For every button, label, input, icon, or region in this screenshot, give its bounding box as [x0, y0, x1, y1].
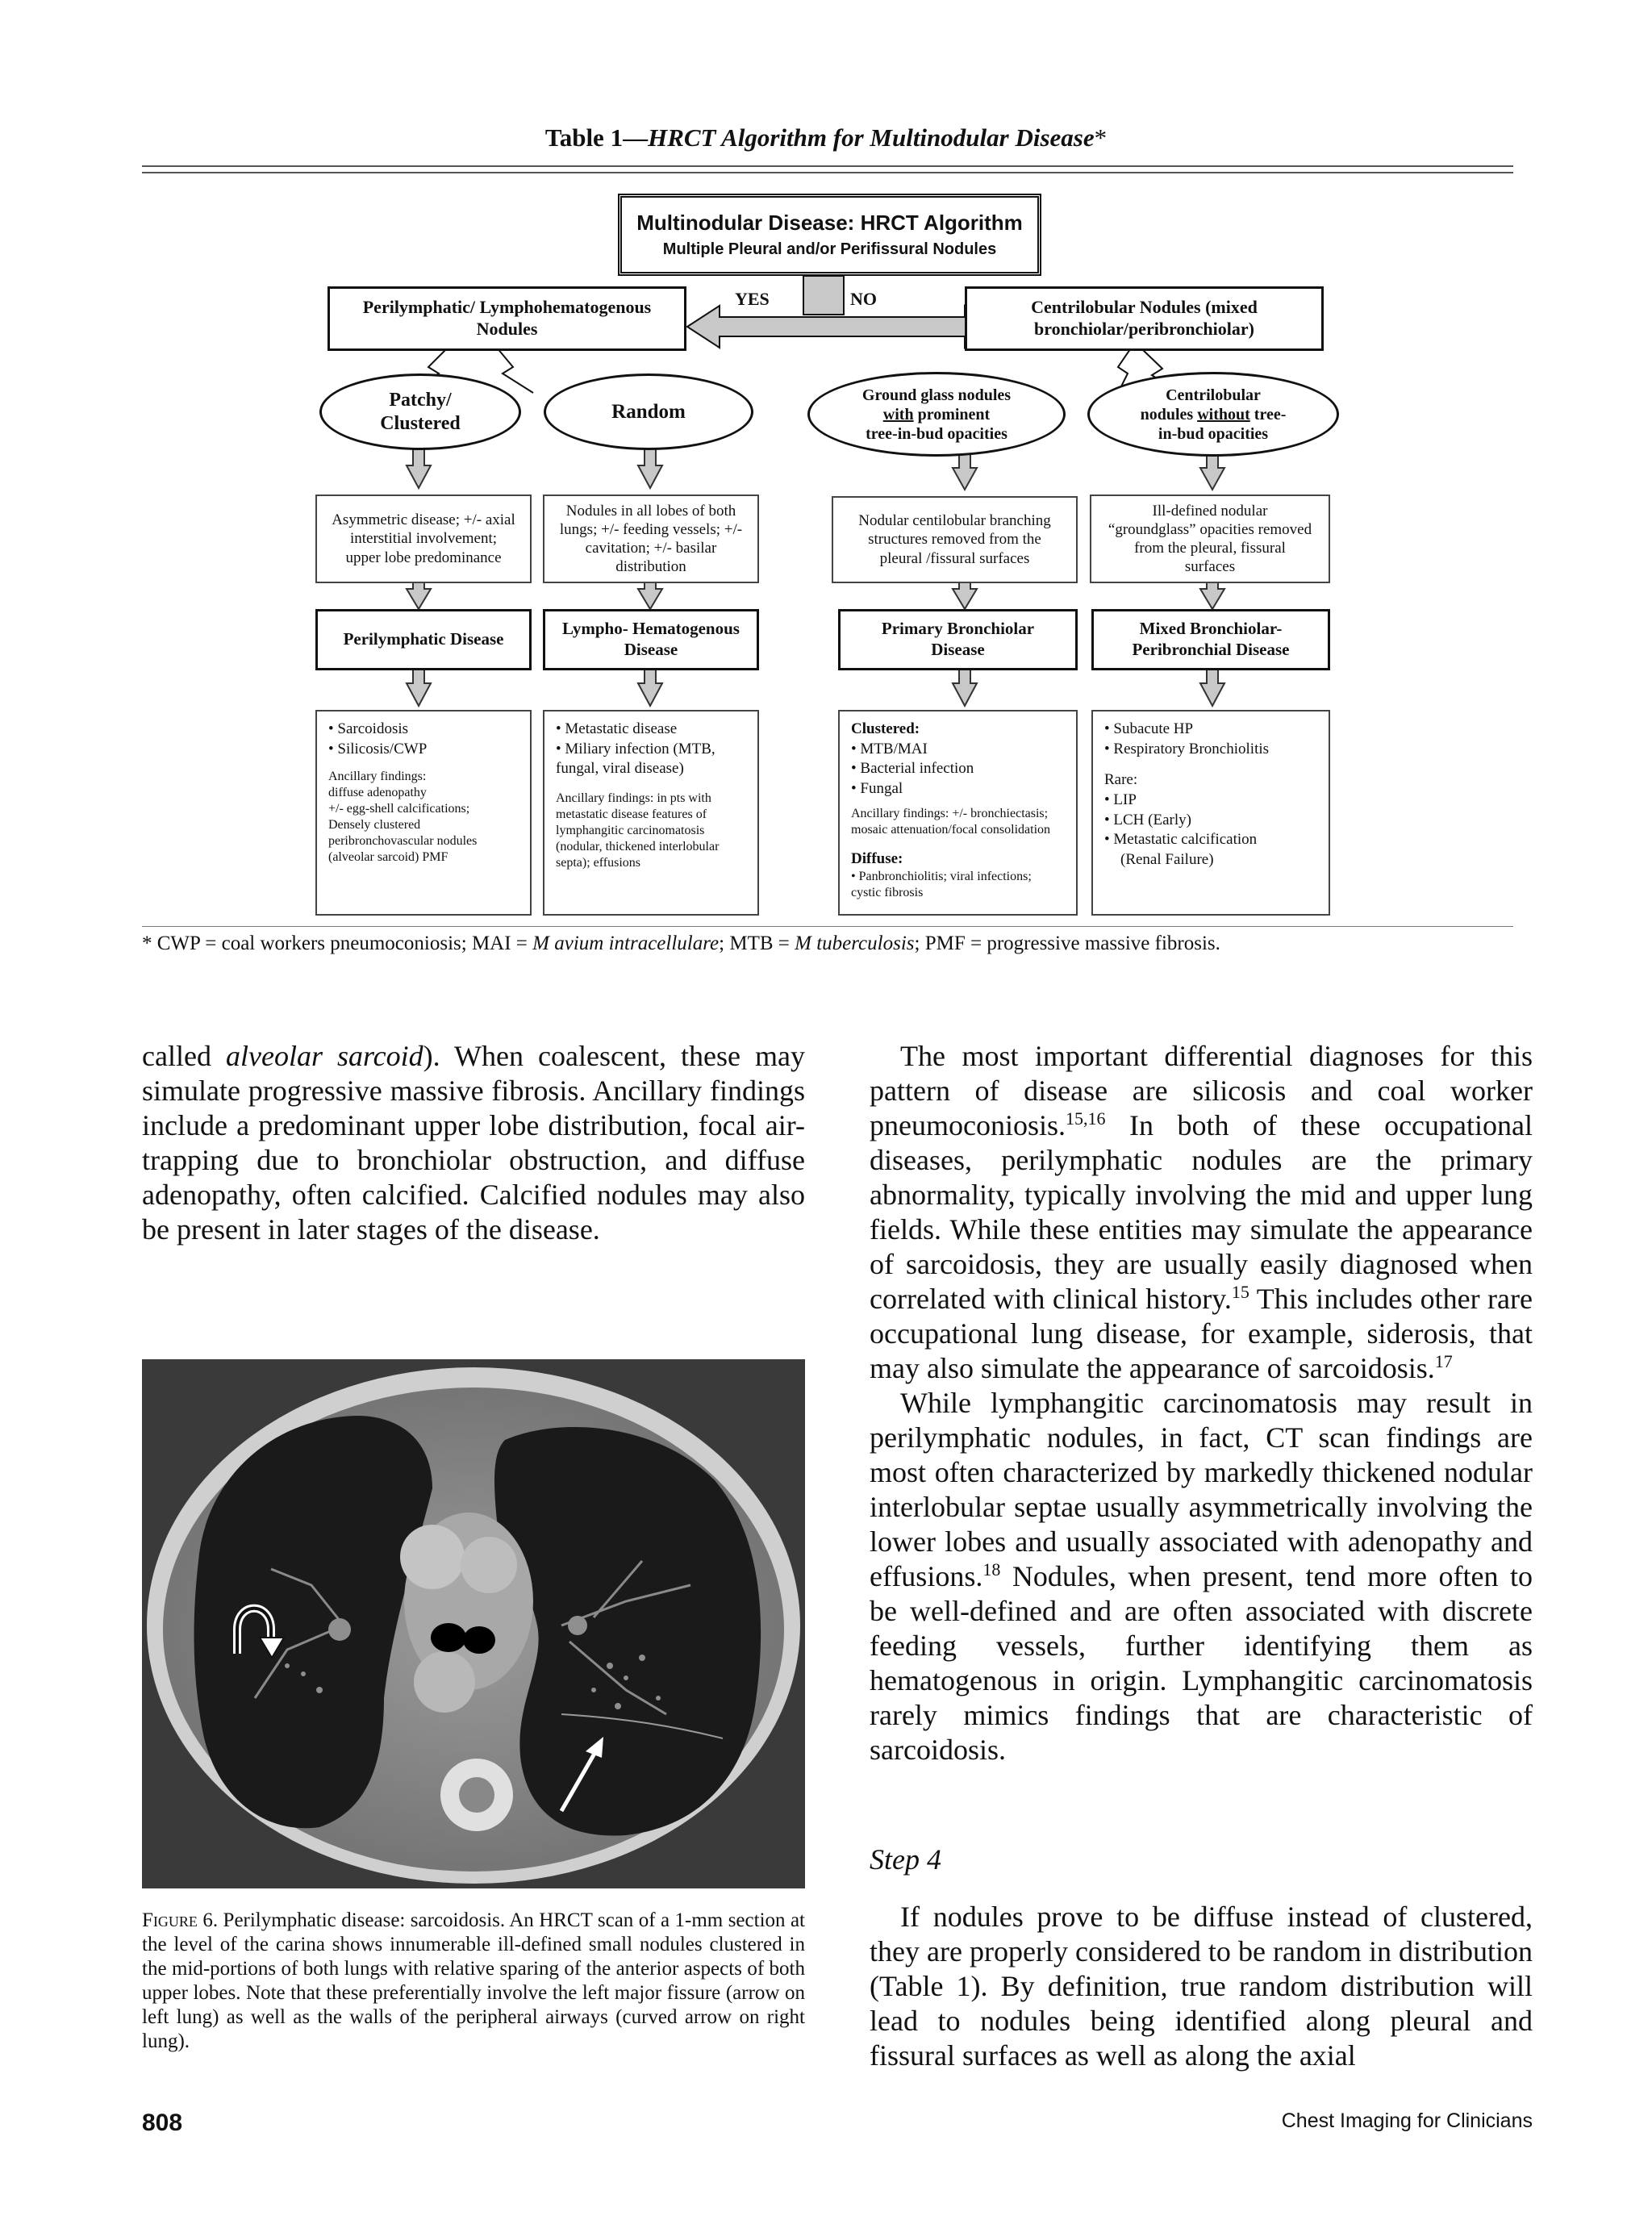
- right-column-text: [870, 1039, 1533, 1767]
- lympho-hematogenous-list-box: • Metastatic disease • Miliary infection (MTB, fungal, viral disease) Ancillary findings: in pts with metastatic disease features of lymphangitic carcinomatosis (nodular, thickened interlobular septa); effusions: [543, 710, 759, 916]
- perilymphatic-list-box: • Sarcoidosis • Silicosis/CWP Ancillary findings: diffuse adenopathy +/- egg-shell calcifications; Densely clustered peribronchovascular nodules (alveolar sarcoid) PMF: [315, 710, 532, 916]
- paragraph: If nodules prove to be diffuse instead of clustered, they are properly considered to be random in distribution (Table 1). By definition, true random distribution will lead to nodules being identified along pleural and fissural surfaces as well as along the axial: [870, 1901, 1533, 2072]
- perilymphatic-lymphohematogenous-box: Perilymphatic/ Lymphohematogenous Nodules: [327, 286, 686, 351]
- random-ellipse: Random: [544, 373, 753, 450]
- lympho-hematogenous-disease-box: Lympho- Hematogenous Disease: [543, 609, 759, 670]
- down-arrows-row1: [407, 446, 1224, 490]
- mixed-bronchiolar-list-box: • Subacute HP • Respiratory Bronchiolitis Rare: • LIP • LCH (Early) • Metastatic calcification (Renal Failure): [1091, 710, 1330, 916]
- centrilobular-nodules-box: Centrilobular Nodules (mixed bronchiolar/peribronchiolar): [965, 286, 1324, 351]
- ct-scan-figure: [142, 1359, 805, 1888]
- centrilobular-without-tib-ellipse: Centrilobular nodules without tree- in-bud opacities: [1087, 372, 1339, 457]
- paragraph: While lymphangitic carcinomatosis may result in perilymphatic nodules, in fact, CT scan findings are most often characterized by markedly thickened nodular interlobular septae usually asymmetrically involving the lower lobes and usually associated with adenopathy and effusions.$^{18}$ Nodules, when present, tend more often to be well-defined and are often associated with discrete feeding vessels, further identifying them as hematogenous in origin. Lymphangitic carcinomatosis rarely mimics findings that are characteristic of sarcoidosis.: [870, 1387, 1533, 1766]
- table-top-rule: [142, 165, 1513, 167]
- table-footnote: * CWP = coal workers pneumoconiosis; MAI = M avium intracellulare; MTB = M tuberculosis; PMF = progressive massive fibrosis.: [142, 933, 1220, 954]
- step-heading: Step 4: [870, 1843, 941, 1876]
- yes-label: YES: [735, 289, 770, 309]
- paragraph: The most important differential diagnoses for this pattern of disease are silicosis and coal worker pneumoconiosis.$^{15,16}$ In both of these occupational diseases, perilymphatic nodules are the primary abnormality, typically involving the mid and upper lung fields. While these entities may simulate the appearance of sarcoidosis, they are usually easily diagnosed when correlated with clinical history.$^{15}$ This includes other rare occupational lung disease, for example, siderosis, that may also simulate the appearance of sarcoidosis.$^{17}$: [870, 1040, 1533, 1384]
- page-number: 808: [142, 2109, 183, 2136]
- top-stem-arrow: [803, 276, 844, 315]
- paragraph: called alveolar sarcoid). When coalescent, these may simulate progressive massive fibrosis. Ancillary findings include a predominant upper lobe distribution, focal air-trapping due to bronchiolar obstruction, and diffuse adenopathy, often calcified. Calcified nodules may also be present in later stages of the disease.: [142, 1040, 805, 1246]
- asymmetric-disease-box: Asymmetric disease; +/- axial interstitial involvement; upper lobe predominance: [315, 494, 532, 583]
- primary-bronchiolar-disease-box: Primary Bronchiolar Disease: [838, 609, 1078, 670]
- table-title: Table 1—HRCT Algorithm for Multinodular Disease*: [544, 123, 1108, 152]
- perilymphatic-disease-box: Perilymphatic Disease: [315, 609, 532, 670]
- left-column-text: [142, 1039, 805, 1247]
- down-arrows-row2: [407, 581, 1224, 609]
- ct-scan-image: [142, 1359, 805, 1888]
- figure-caption: Figure 6. Perilymphatic disease: sarcoidosis. An HRCT scan of a 1-mm section at the level of the carina shows innumerable ill-defined small nodules clustered in the mid-portions of both lungs with relative sparing of the anterior aspects of both upper lobes. Note that these preferentially involve the left major fissure (arrow on left lung) as well as the walls of the peripheral airways (curved arrow on right lung).: [142, 1909, 805, 2052]
- down-arrows-row3: [407, 670, 1224, 706]
- mixed-bronchiolar-disease-box: Mixed Bronchiolar- Peribronchial Disease: [1091, 609, 1330, 670]
- primary-bronchiolar-list-box: Clustered: • MTB/MAI • Bacterial infection • Fungal Ancillary findings: +/- bronchiectasis; mosaic attenuation/focal consolidation Diffuse: • Panbronchiolitis; viral infections; cystic fibrosis: [838, 710, 1078, 916]
- table-top-rule-2: [142, 172, 1513, 173]
- running-footer: Chest Imaging for Clinicians: [1281, 2109, 1533, 2132]
- patchy-clustered-ellipse: Patchy/ Clustered: [319, 373, 521, 450]
- hrct-algorithm-diagram: [142, 182, 1513, 924]
- ill-defined-nodular-box: Ill-defined nodular “groundglass” opacities removed from the pleural, fissural surfaces: [1090, 494, 1330, 583]
- nodules-all-lobes-box: Nodules in all lobes of both lungs; +/- feeding vessels; +/- cavitation; +/- basilar distribution: [543, 494, 759, 583]
- ground-glass-nodules-ellipse: Ground glass nodules with prominent tree-in-bud opacities: [807, 372, 1066, 457]
- table-bottom-rule: [142, 926, 1513, 927]
- top-algorithm-box: Multinodular Disease: HRCT Algorithm Multiple Pleural and/or Perifissural Nodules: [618, 194, 1041, 276]
- no-label: NO: [850, 289, 877, 309]
- right-column-text-2: [870, 1900, 1533, 2073]
- nodular-centrilobular-box: Nodular centilobular branching structures removed from the pleural /fissural surfaces: [832, 496, 1078, 583]
